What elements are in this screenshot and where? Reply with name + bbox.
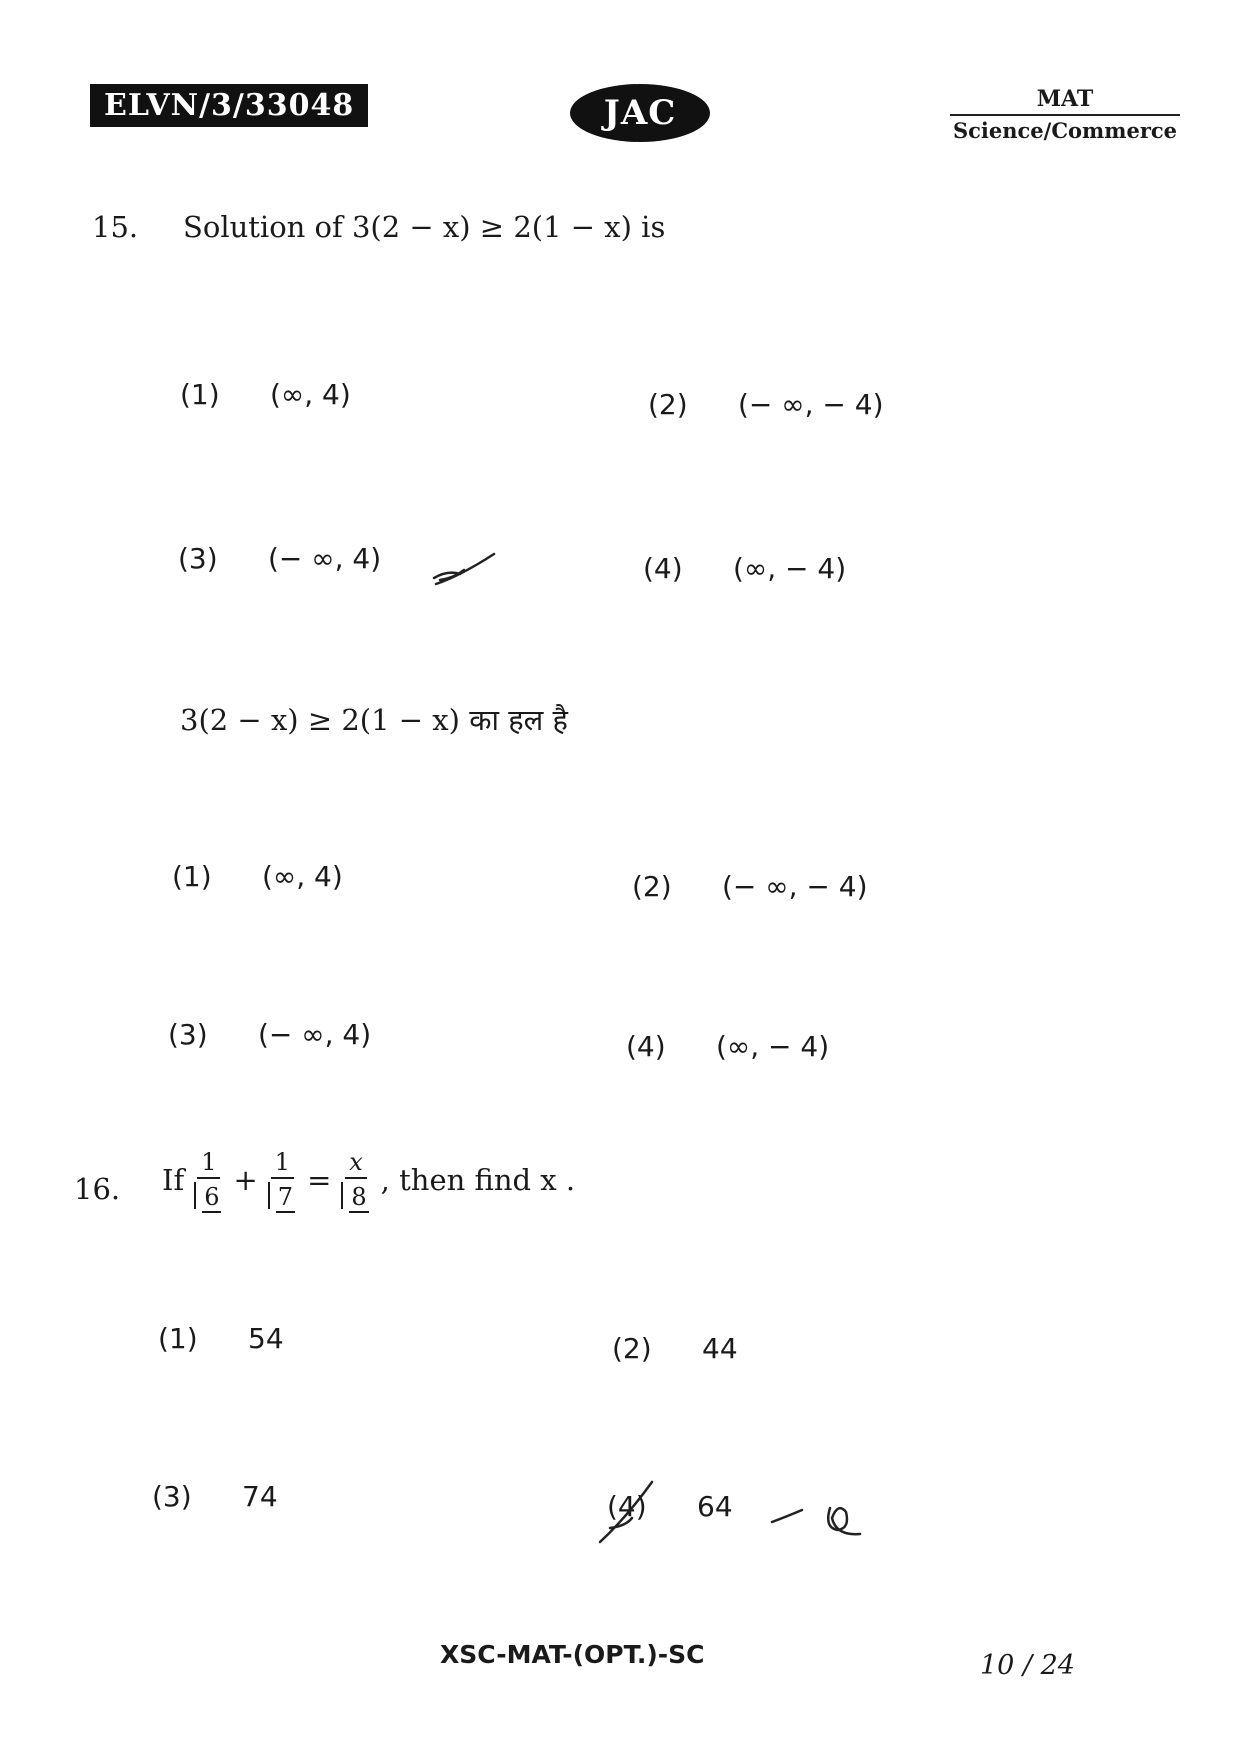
factorial-7: 7 bbox=[277, 1183, 294, 1211]
q16-number: 16. bbox=[74, 1172, 121, 1206]
fraction-2 bbox=[268, 1150, 297, 1209]
q16-text bbox=[162, 1150, 575, 1209]
q15-hindi-text: 3(2 − x) ≥ 2(1 − x) का हल है bbox=[180, 703, 568, 737]
q15-option-2[interactable] bbox=[648, 388, 884, 421]
option-number: (4) bbox=[626, 1030, 666, 1063]
option-number: (3) bbox=[152, 1480, 192, 1513]
handwritten-mark-icon bbox=[768, 1496, 878, 1546]
page-number: 10 / 24 bbox=[980, 1650, 1075, 1681]
q15-hindi-option-1[interactable] bbox=[172, 860, 343, 893]
fraction-2-denominator bbox=[268, 1182, 297, 1209]
q15-number: 15. bbox=[92, 210, 139, 244]
option-value: (− ∞, 4) bbox=[268, 542, 382, 575]
q15-option-1[interactable] bbox=[180, 378, 351, 411]
option-value: (− ∞, − 4) bbox=[722, 870, 868, 903]
q15-option-4[interactable] bbox=[643, 552, 846, 585]
jac-logo bbox=[570, 84, 710, 142]
factorial-6: 6 bbox=[204, 1183, 220, 1211]
option-value: (∞, − 4) bbox=[716, 1030, 830, 1063]
option-number: (1) bbox=[158, 1322, 198, 1355]
fraction-1-numerator: 1 bbox=[197, 1150, 220, 1179]
q15-hindi-option-4[interactable] bbox=[626, 1030, 829, 1063]
option-value: (∞, 4) bbox=[262, 860, 343, 893]
option-number: (2) bbox=[612, 1332, 652, 1365]
equals-sign: = bbox=[307, 1162, 332, 1197]
fraction-1 bbox=[194, 1150, 223, 1209]
option-value: (− ∞, − 4) bbox=[738, 388, 884, 421]
check-slash-icon bbox=[596, 1478, 656, 1548]
q16-prefix: If bbox=[162, 1162, 185, 1197]
option-value: (− ∞, 4) bbox=[258, 1018, 372, 1051]
subject-label: MAT bbox=[950, 86, 1180, 116]
tick-mark-icon bbox=[430, 548, 500, 588]
fraction-3-denominator bbox=[341, 1182, 370, 1209]
option-number: (1) bbox=[180, 378, 220, 411]
footer-code: XSC-MAT-(OPT.)-SC bbox=[440, 1640, 705, 1669]
logo-text: JAC bbox=[603, 93, 677, 133]
option-number: (3) bbox=[168, 1018, 208, 1051]
option-number: (4) bbox=[607, 1490, 647, 1523]
option-number: (3) bbox=[178, 542, 218, 575]
option-value: (∞, 4) bbox=[270, 378, 351, 411]
option-value: 64 bbox=[697, 1490, 733, 1523]
q15-hindi-option-3[interactable] bbox=[168, 1018, 371, 1051]
option-number: (1) bbox=[172, 860, 212, 893]
factorial-8: 8 bbox=[351, 1183, 367, 1211]
option-number: (2) bbox=[632, 870, 672, 903]
q15-option-3[interactable] bbox=[178, 542, 381, 575]
option-value: 74 bbox=[242, 1480, 278, 1513]
option-number: (2) bbox=[648, 388, 688, 421]
option-value: 44 bbox=[702, 1332, 738, 1365]
q16-option-1[interactable] bbox=[158, 1322, 284, 1355]
fraction-3-numerator: x bbox=[345, 1150, 367, 1179]
option-number: (4) bbox=[643, 552, 683, 585]
option-value: (∞, − 4) bbox=[733, 552, 847, 585]
q15-text: Solution of 3(2 − x) ≥ 2(1 − x) is bbox=[183, 210, 666, 244]
stream-label: Science/Commerce bbox=[952, 118, 1178, 143]
q16-option-2[interactable] bbox=[612, 1332, 738, 1365]
subject-box bbox=[950, 86, 1180, 143]
q15-hindi-option-2[interactable] bbox=[632, 870, 868, 903]
fraction-1-denominator bbox=[194, 1182, 223, 1209]
option-value: 54 bbox=[248, 1322, 284, 1355]
q16-option-3[interactable] bbox=[152, 1480, 278, 1513]
fraction-3 bbox=[341, 1150, 370, 1209]
paper-code: ELVN/3/33048 bbox=[90, 84, 368, 127]
q16-suffix: , then find x . bbox=[380, 1162, 576, 1197]
fraction-2-numerator: 1 bbox=[271, 1150, 294, 1179]
plus-sign: + bbox=[233, 1162, 258, 1197]
